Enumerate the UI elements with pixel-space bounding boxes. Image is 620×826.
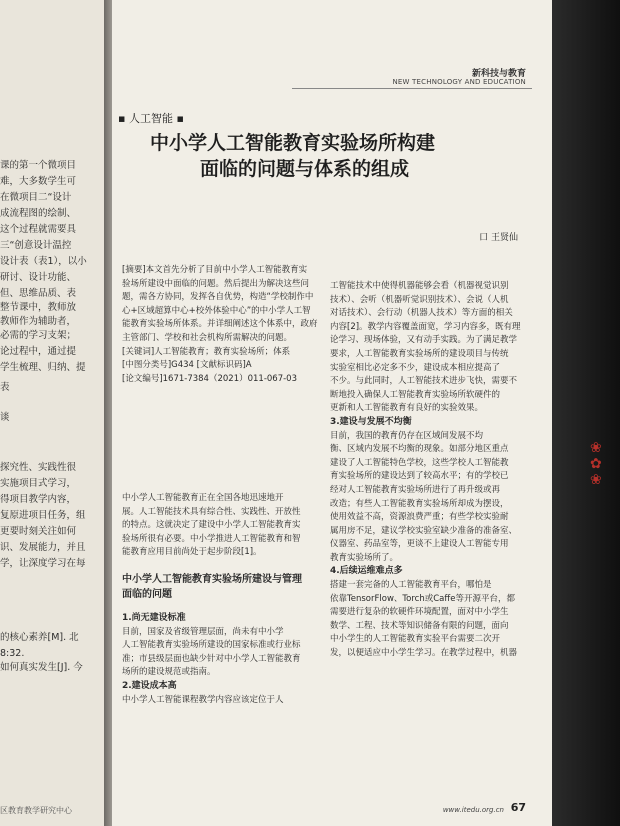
left-page-line: 这个过程就需要具 (0, 224, 77, 235)
abstract-line: [论文编号]1671-7384（2021）011-067-03 (122, 373, 297, 384)
body-line: 中小学生的人工智能教育实验平台需要二次开 (330, 634, 501, 645)
left-page-line: 复原进项目任务，组 (0, 510, 86, 521)
body-line: 发，以便适应中小学生学习。在教学过程中，机器 (330, 648, 518, 659)
header-rule (292, 88, 532, 89)
left-column-body (122, 492, 328, 707)
body-line: 搭建一套完备的人工智能教育平台，哪怕是 (330, 580, 492, 591)
section-title-line2: 面临的问题 (122, 588, 172, 600)
left-page-line: 在微项目二“设计 (0, 192, 72, 203)
body-line: 场所的建设规范或指南。 (122, 667, 216, 678)
abstract-line: [摘要]本文首先分析了目前中小学人工智能教育实 (122, 265, 308, 275)
left-page-line: 表 (0, 382, 10, 393)
red-seal-fragment: ❀ ✿ ❀ (590, 440, 602, 488)
body-line: 目前，国家及省级管理层面，尚未有中小学 (122, 626, 284, 637)
body-line: 断地投入确保人工智能教育实验场所软硬件的 (330, 389, 501, 400)
section-title-line1: 中小学人工智能教育实验场所建设与管理 (122, 573, 302, 585)
left-page-line: 课的第一个微项目 (0, 160, 77, 171)
body-line: 使用效益不高，资源浪费严重；有些学校实验耐 (330, 512, 509, 523)
running-header-cn: 新科技与教育 (471, 69, 526, 79)
author: 口 王贤仙 (479, 233, 518, 243)
body-line: 实验室相比必定多不少，建设成本相应提高了 (330, 362, 501, 373)
body-line: 需要进行复杂的软硬件环境配置，面对中小学生 (330, 607, 509, 618)
body-line: 中小学人工智能课程教学内容应该定位于人 (122, 694, 284, 705)
left-page-line: 难，大多数学生可 (0, 176, 77, 187)
body-line: 技术）、会听（机器听觉识别技术）、会说（人机 (330, 294, 509, 305)
body-line: 不少。与此同时，人工智能技术进步飞快，需要不 (330, 376, 518, 387)
abstract-line: 心+区域超算中心+校外体验中心”的中小学人工智 (122, 305, 311, 316)
left-page-line: 但、思维品质、表 (0, 288, 77, 299)
body-line: 目前，我国的教育仍存在区域间发展不均 (330, 430, 484, 441)
subsection-4-body (330, 579, 544, 661)
running-header-en: NEW TECHNOLOGY AND EDUCATION (392, 78, 526, 86)
subheading-4: 4.后续运维难点多 (330, 566, 403, 577)
body-line: 属用房不足，建议学校实验室缺少准备的准备室、 (330, 525, 518, 536)
footer-url: www.itedu.org.cn (442, 806, 504, 814)
body-line: 依靠TensorFlow、Torch或Caffe等开源平台，都 (330, 593, 515, 604)
abstract-line: 题，需各方协同，发挥各自优势，构造“学校制作中 (122, 292, 314, 303)
left-page-line: 实施项目式学习， (0, 478, 77, 489)
left-page-line: 学生梳理、归纳、提 (0, 362, 86, 373)
subsection-2-body (122, 694, 328, 708)
right-column-body (330, 280, 544, 661)
right-page (112, 0, 552, 826)
subheading-1: 1.尚无建设标准 (122, 612, 186, 623)
body-line: 论学习、现场体验，又有动手实践。为了满足教学 (330, 335, 518, 346)
intro-paragraph (122, 492, 328, 560)
body-line: 验场所很有必要。中小学推进人工智能教育和智 (122, 533, 301, 544)
left-page-line: 必需的学习支架； (0, 330, 77, 341)
left-page-line: 整节课中，教师放 (0, 302, 77, 313)
left-page-line: 三“创意设计温控 (0, 240, 72, 251)
left-page-line: 学，让深度学习在每 (0, 558, 86, 569)
article-title-line2: 面临的问题与体系的组成 (200, 158, 410, 180)
abstract-line: [中图分类号]G434 [文献标识码]A (122, 360, 252, 371)
subsection-1-body (122, 626, 328, 680)
body-line: 教育实验场所了。 (330, 552, 399, 563)
body-line: 仪器室、药品室等，更谈不上建设人工智能专用 (330, 539, 509, 550)
body-line: 准；市县级层面也缺少针对中小学人工智能教育 (122, 653, 301, 664)
left-page-line: 谈 (0, 412, 10, 423)
body-line: 衡、区域内发展不均衡的现象。如部分地区重点 (330, 444, 509, 455)
category-label: ▪ 人工智能 ▪ (118, 112, 184, 125)
body-line: 人工智能教育实验场所建设的国家标准或行业标 (122, 640, 301, 651)
background-shadow (552, 0, 620, 826)
body-line: 育实验场所的建设达到了较高水平；有的学校已 (330, 471, 509, 482)
left-page-footer: 区教育教学研究中心 (0, 806, 72, 815)
subheading-2: 2.建设成本高 (122, 680, 177, 691)
subheading-3: 3.建设与发展不均衡 (330, 416, 412, 427)
body-line: 能教育应用目前尚处于起步阶段[1]。 (122, 547, 262, 558)
left-page-line: 的核心素养[M]. 北 (0, 632, 79, 643)
abstract-block (122, 264, 318, 386)
left-page-line: 得项目教学内容， (0, 494, 77, 505)
left-page-line: 更要时刻关注如何 (0, 526, 77, 537)
left-page-line: 论过程中，通过提 (0, 346, 77, 357)
body-line: 工智能技术中使得机器能够会看（机器视觉识别 (330, 281, 509, 291)
body-line: 建设了人工智能特色学校，这些学校人工智能教 (330, 457, 509, 468)
left-page-line: 教师作为辅助者， (0, 316, 77, 327)
left-page-line: 如何真实发生[J]. 今 (0, 662, 83, 673)
subsection-3-body (330, 430, 544, 566)
left-page-line: 研讨、设计功能、 (0, 272, 77, 283)
body-line: 中小学人工智能教育正在全国各地迅速地开 (122, 493, 284, 503)
page-number: 67 (510, 801, 526, 814)
left-page-line: 设计表（表1），以小 (0, 256, 87, 267)
abstract-line: 能教育实验场所体系。并详细阐述这个体系中，政府 (122, 319, 318, 330)
body-line: 展。人工智能技术具有综合性、实践性、开放性 (122, 506, 301, 517)
body-line: 对话技术）、会行动（机器人技术）等方面的相关 (330, 308, 513, 319)
abstract-line: 验场所建设中面临的问题。然后提出为解决这些问 (122, 278, 310, 289)
body-line: 的特点。这就决定了建设中小学人工智能教育实 (122, 520, 301, 531)
body-line: 更新和人工智能教育有良好的实验效果。 (330, 403, 484, 414)
right-paragraph-a (330, 280, 544, 416)
left-page-line: 8:32. (0, 648, 25, 659)
left-page-line: 识、发展能力，并且 (0, 542, 86, 553)
article-title-line1: 中小学人工智能教育实验场所构建 (150, 132, 436, 154)
abstract-line: [关键词]人工智能教育；教育实验场所；体系 (122, 346, 291, 357)
body-line: 要求，人工智能教育实验场所的建设项目与传统 (330, 348, 509, 359)
left-page (0, 0, 118, 826)
left-page-line: 成流程图的绘制、 (0, 208, 77, 219)
left-page-line: 探究性、实践性很 (0, 462, 77, 473)
abstract-line: 主管部门、学校和社会机构所需解决的问题。 (122, 332, 293, 343)
body-line: 内容[2]。教学内容覆盖面宽，学习内容多，既有理 (330, 321, 521, 332)
body-line: 数学、工程、技术等知识储备有限的问题，面向 (330, 620, 509, 631)
body-line: 经对人工智能教育实验场所进行了再升级或再 (330, 484, 501, 495)
body-line: 改造；有些人工智能教育实验场所却成为摆设， (330, 498, 509, 509)
